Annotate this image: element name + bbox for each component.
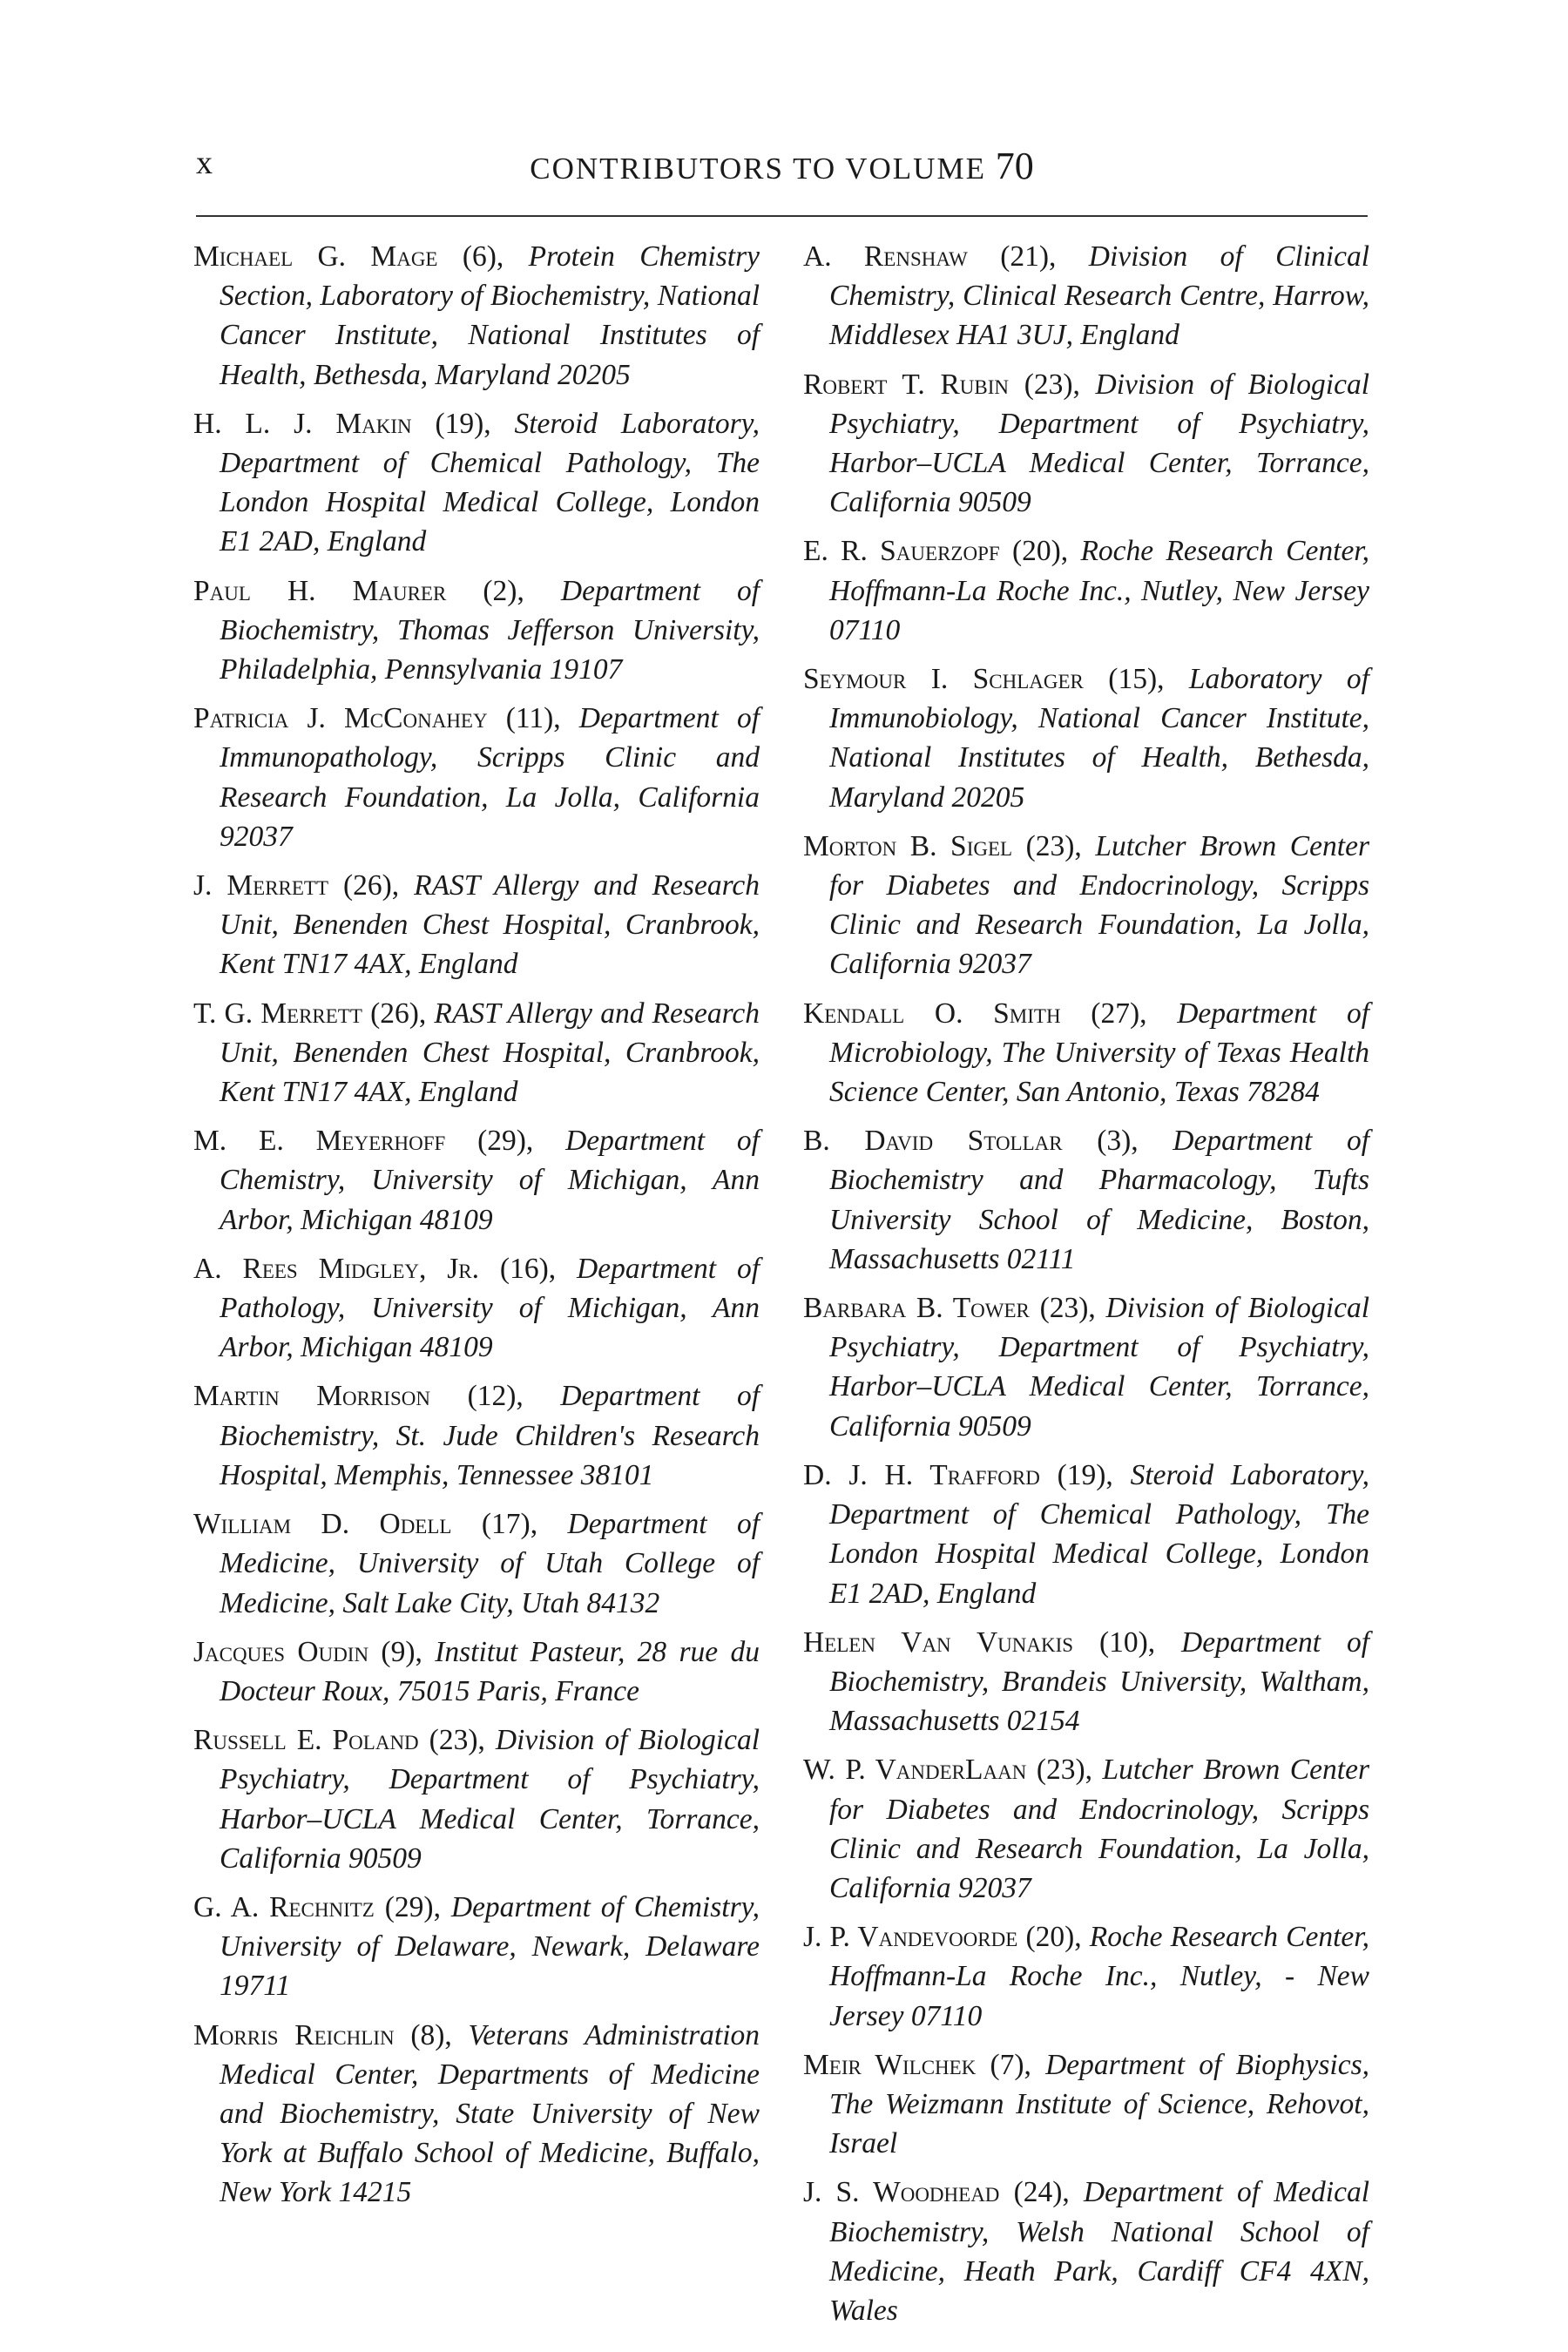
contributor-affiliation: Department of Microbiology, The University of Texas Health Science Center, San Antonio, Texas 78284 xyxy=(829,997,1369,1109)
contributor-name: elen Van Vunakis xyxy=(824,1625,1074,1659)
chapter-number: (23), xyxy=(429,1724,485,1757)
contributor-name-initials: A. R xyxy=(193,1252,262,1285)
contributor-entry xyxy=(803,1456,1369,1613)
contributor-name-initials: M xyxy=(193,2018,220,2051)
contributor-entry xyxy=(193,1632,760,1711)
running-head xyxy=(196,144,1368,188)
contributor-entry xyxy=(803,659,1369,817)
contributor-entry xyxy=(803,237,1369,355)
contributor-name-initials: W. P. V xyxy=(803,1754,896,1787)
contributor-name-initials: E. R. S xyxy=(803,535,896,568)
chapter-number: (29), xyxy=(384,1890,441,1923)
contributor-entry xyxy=(803,365,1369,523)
contributor-entry xyxy=(193,1121,760,1240)
left-column xyxy=(193,237,760,2222)
contributor-affiliation: Department of Biochemistry, Brandeis University, Waltham, Massachusetts 02154 xyxy=(829,1625,1370,1738)
contributor-entry xyxy=(193,237,760,395)
chapter-number: (23), xyxy=(1036,1754,1092,1787)
contributor-entry xyxy=(193,2016,760,2213)
contributor-affiliation: Roche Research Center, Hoffmann-La Roche Inc., Nutley, New Jersey 07110 xyxy=(829,535,1370,646)
contributor-affiliation: Department of Pathology, University of Michigan, Ann Arbor, Michigan 48109 xyxy=(220,1252,760,1364)
contributor-name: eyerhoff xyxy=(341,1125,446,1158)
contributor-affiliation: Department of Biochemistry and Pharmacology, Tufts University School of Medicine, Boston, Massachusetts 02111 xyxy=(829,1125,1369,1275)
contributor-affiliation: Division of Clinical Chemistry, Clinical Research Centre, Harrow, Middlesex HA1 3UJ, England xyxy=(829,240,1370,352)
chapter-number: (2), xyxy=(483,574,524,607)
contributor-name-initials: S xyxy=(803,663,820,696)
contributor-name-initials: A. R xyxy=(803,240,884,273)
contributor-name-initials: M xyxy=(803,2048,829,2081)
contributor-name-initials: D. J. H. T xyxy=(803,1458,948,1491)
contributor-entry xyxy=(193,1504,760,1623)
contributor-entry xyxy=(803,1917,1369,2036)
contributor-name: acques Oudin xyxy=(205,1635,369,1668)
chapter-number: (29), xyxy=(477,1125,534,1158)
chapter-number: (20), xyxy=(1011,535,1069,568)
contributor-name: auerzopf xyxy=(896,535,1000,568)
volume-number: 70 xyxy=(995,145,1034,187)
page-header xyxy=(196,144,1368,196)
contributor-name: obert T. Rubin xyxy=(822,368,1010,401)
contributor-entry xyxy=(803,2045,1369,2164)
right-column xyxy=(803,237,1369,2340)
chapter-number: (26), xyxy=(370,997,427,1030)
contributor-name-initials: J xyxy=(193,1635,206,1668)
contributor-name: ussell E. Poland xyxy=(213,1724,419,1757)
contributor-entry xyxy=(803,2173,1369,2330)
chapter-number: (21), xyxy=(1000,240,1057,273)
contributor-affiliation: Protein Chemistry Section, Laboratory of Biochemistry, National Cancer Institute, National Institutes of Health, Bethesda, Maryland 20205 xyxy=(220,240,760,391)
contributor-entry xyxy=(803,1750,1369,1908)
contributor-name: orton B. Sigel xyxy=(828,829,1013,862)
contributor-entry xyxy=(193,994,760,1112)
contributor-name-initials: K xyxy=(803,997,825,1030)
contributor-name: rafford xyxy=(947,1458,1040,1491)
chapter-number: (12), xyxy=(467,1380,524,1413)
contributor-entry xyxy=(193,404,760,562)
contributor-name-initials: G. A. R xyxy=(193,1890,289,1923)
contributor-name-initials: P xyxy=(193,574,210,607)
contributor-name-initials: P xyxy=(193,702,210,735)
contributor-name: errett xyxy=(287,997,362,1030)
chapter-number: (7), xyxy=(990,2048,1031,2081)
contributor-name-initials: M. E. M xyxy=(193,1125,342,1158)
contributor-affiliation: Department of Chemistry, University of Delaware, Newark, Delaware 19711 xyxy=(220,1890,760,2003)
chapter-number: (24), xyxy=(1013,2176,1070,2209)
contributor-name-initials: M xyxy=(193,240,220,273)
contributor-affiliation: Steroid Laboratory, Department of Chemical Pathology, The London Hospital Medical College, London E1 2AD, England xyxy=(220,407,760,558)
contributor-name-initials: B xyxy=(803,1292,823,1325)
contributor-affiliation: RAST Allergy and Research Unit, Benenden Chest Hospital, Cranbrook, Kent TN17 4AX, England xyxy=(220,997,760,1109)
contributor-entry xyxy=(193,1720,760,1878)
contributor-affiliation: Department of Chemistry, University of Michigan, Ann Arbor, Michigan 48109 xyxy=(220,1125,760,1236)
page-number: x xyxy=(196,145,213,181)
running-head-text: CONTRIBUTORS TO VOLUME xyxy=(530,152,986,186)
contributor-entry xyxy=(193,699,760,856)
contributor-entry xyxy=(193,1249,760,1368)
contributor-affiliation: RAST Allergy and Research Unit, Benenden Chest Hospital, Cranbrook, Kent TN17 4AX, England xyxy=(220,869,760,981)
chapter-number: (15), xyxy=(1108,663,1165,696)
contributor-affiliation: Veterans Administration Medical Center, Departments of Medicine and Biochemistry, State University of New York at Buffalo School of Medicine, Buffalo, New York 14215 xyxy=(220,2018,760,2209)
chapter-number: (17), xyxy=(481,1508,538,1541)
contributor-entry xyxy=(803,1121,1369,1279)
contributor-entry xyxy=(803,531,1369,650)
contributor-name: avid Stollar xyxy=(885,1125,1063,1158)
chapter-number: (20), xyxy=(1025,1921,1082,1954)
chapter-number: (23), xyxy=(1025,829,1082,862)
chapter-number: (9), xyxy=(381,1635,422,1668)
contributor-affiliation: Lutcher Brown Center for Diabetes and Endocrinology, Scripps Clinic and Research Foundation, La Jolla, California 92037 xyxy=(829,829,1369,981)
contributor-name-initials: M xyxy=(803,829,829,862)
contributor-entry xyxy=(803,827,1369,984)
chapter-number: (11), xyxy=(505,702,561,735)
contributor-entry xyxy=(803,1623,1369,1741)
contributor-affiliation: Roche Research Center, Hoffmann-La Roche Inc., Nutley, - New Jersey 07110 xyxy=(829,1921,1369,2032)
contributor-affiliation: Division of Biological Psychiatry, Department of Psychiatry, Harbor–UCLA Medical Center, Torrance, California 90509 xyxy=(220,1724,760,1875)
contributor-name: orris Reichlin xyxy=(219,2018,395,2051)
contributor-name: enshaw xyxy=(883,240,968,273)
contributor-affiliation: Lutcher Brown Center for Diabetes and Endocrinology, Scripps Clinic and Research Foundation, La Jolla, California 92037 xyxy=(829,1754,1369,1904)
contributor-name: illiam D. Odell xyxy=(220,1508,452,1541)
contributor-affiliation: Department of Biochemistry, Thomas Jefferson University, Philadelphia, Pennsylvania 19107 xyxy=(220,574,760,686)
contributor-entry xyxy=(803,1288,1369,1446)
chapter-number: (27), xyxy=(1091,997,1147,1030)
chapter-number: (16), xyxy=(499,1252,557,1285)
contributor-name: eymour I. Schlager xyxy=(819,663,1084,696)
contributor-name-initials: H xyxy=(803,1625,825,1659)
contributor-name: eir Wilchek xyxy=(828,2048,977,2081)
contributor-affiliation: Institut Pasteur, 28 rue du Docteur Roux, 75015 Paris, France xyxy=(220,1635,760,1707)
contributor-name: endall O. Smith xyxy=(824,997,1061,1030)
chapter-number: (6), xyxy=(462,240,504,273)
contributor-affiliation: Department of Biochemistry, St. Jude Children's Research Hospital, Memphis, Tennessee 38101 xyxy=(220,1380,760,1491)
contributor-affiliation: Department of Medicine, University of Utah College of Medicine, Salt Lake City, Utah 84132 xyxy=(220,1508,760,1619)
chapter-number: (23), xyxy=(1039,1292,1096,1325)
contributor-name: andevoorde xyxy=(878,1921,1018,1954)
contributor-name-initials: T. G. M xyxy=(193,997,287,1030)
chapter-number: (10), xyxy=(1098,1625,1156,1659)
chapter-number: (3), xyxy=(1097,1125,1139,1158)
contributor-entry xyxy=(193,571,760,690)
contributor-name-initials: H. L. J. M xyxy=(193,407,362,440)
contributor-affiliation: Department of Biophysics, The Weizmann Institute of Science, Rehovot, Israel xyxy=(829,2048,1369,2160)
contributor-name: aul H. Maurer xyxy=(209,574,447,607)
contributor-entry xyxy=(193,1376,760,1495)
contributor-name: akin xyxy=(362,407,412,440)
contributor-name: anderLaan xyxy=(896,1754,1027,1787)
chapter-number: (8), xyxy=(410,2018,452,2051)
contributor-name-initials: B. D xyxy=(803,1125,886,1158)
chapter-number: (19), xyxy=(435,407,491,440)
contributor-name: arbara B. Tower xyxy=(822,1292,1030,1325)
contributor-name: echnitz xyxy=(288,1890,375,1923)
contributor-name: ees Midgley, Jr. xyxy=(261,1252,480,1285)
contributor-entry xyxy=(803,994,1369,1112)
contributor-entry xyxy=(193,1888,760,2006)
contributor-affiliation: Division of Biological Psychiatry, Department of Psychiatry, Harbor–UCLA Medical Center, Torrance, California 90509 xyxy=(829,1292,1370,1443)
contributor-name-initials: R xyxy=(193,1724,213,1757)
contributor-name: ichael G. Mage xyxy=(219,240,438,273)
contributor-name-initials: J. S. W xyxy=(803,2176,901,2209)
contributor-name: artin Morrison xyxy=(219,1380,431,1413)
chapter-number: (26), xyxy=(342,869,400,902)
contributor-name-initials: J. M xyxy=(193,869,253,902)
contributor-name: atricia J. McConahey xyxy=(209,702,488,735)
contributor-name: oodhead xyxy=(900,2176,1000,2209)
contributor-name-initials: R xyxy=(803,368,823,401)
chapter-number: (23), xyxy=(1024,368,1080,401)
contributor-name-initials: M xyxy=(193,1380,220,1413)
contributor-name-initials: J. P. V xyxy=(803,1921,879,1954)
contributor-name: errett xyxy=(253,869,329,902)
contributor-entry xyxy=(193,866,760,984)
chapter-number: (19), xyxy=(1057,1458,1113,1491)
contributor-affiliation: Laboratory of Immunobiology, National Cancer Institute, National Institutes of Health, Bethesda, Maryland 20205 xyxy=(829,663,1369,814)
header-rule xyxy=(196,215,1368,217)
contributor-affiliation: Department of Medical Biochemistry, Welsh National School of Medicine, Heath Park, Cardiff CF4 4XN, Wales xyxy=(829,2176,1370,2327)
contributor-name-initials: W xyxy=(193,1508,221,1541)
contributor-affiliation: Department of Immunopathology, Scripps Clinic and Research Foundation, La Jolla, California 92037 xyxy=(220,702,760,853)
contributor-affiliation: Division of Biological Psychiatry, Department of Psychiatry, Harbor–UCLA Medical Center, Torrance, California 90509 xyxy=(829,368,1370,519)
contributor-affiliation: Steroid Laboratory, Department of Chemical Pathology, The London Hospital Medical College, London E1 2AD, England xyxy=(829,1458,1370,1610)
